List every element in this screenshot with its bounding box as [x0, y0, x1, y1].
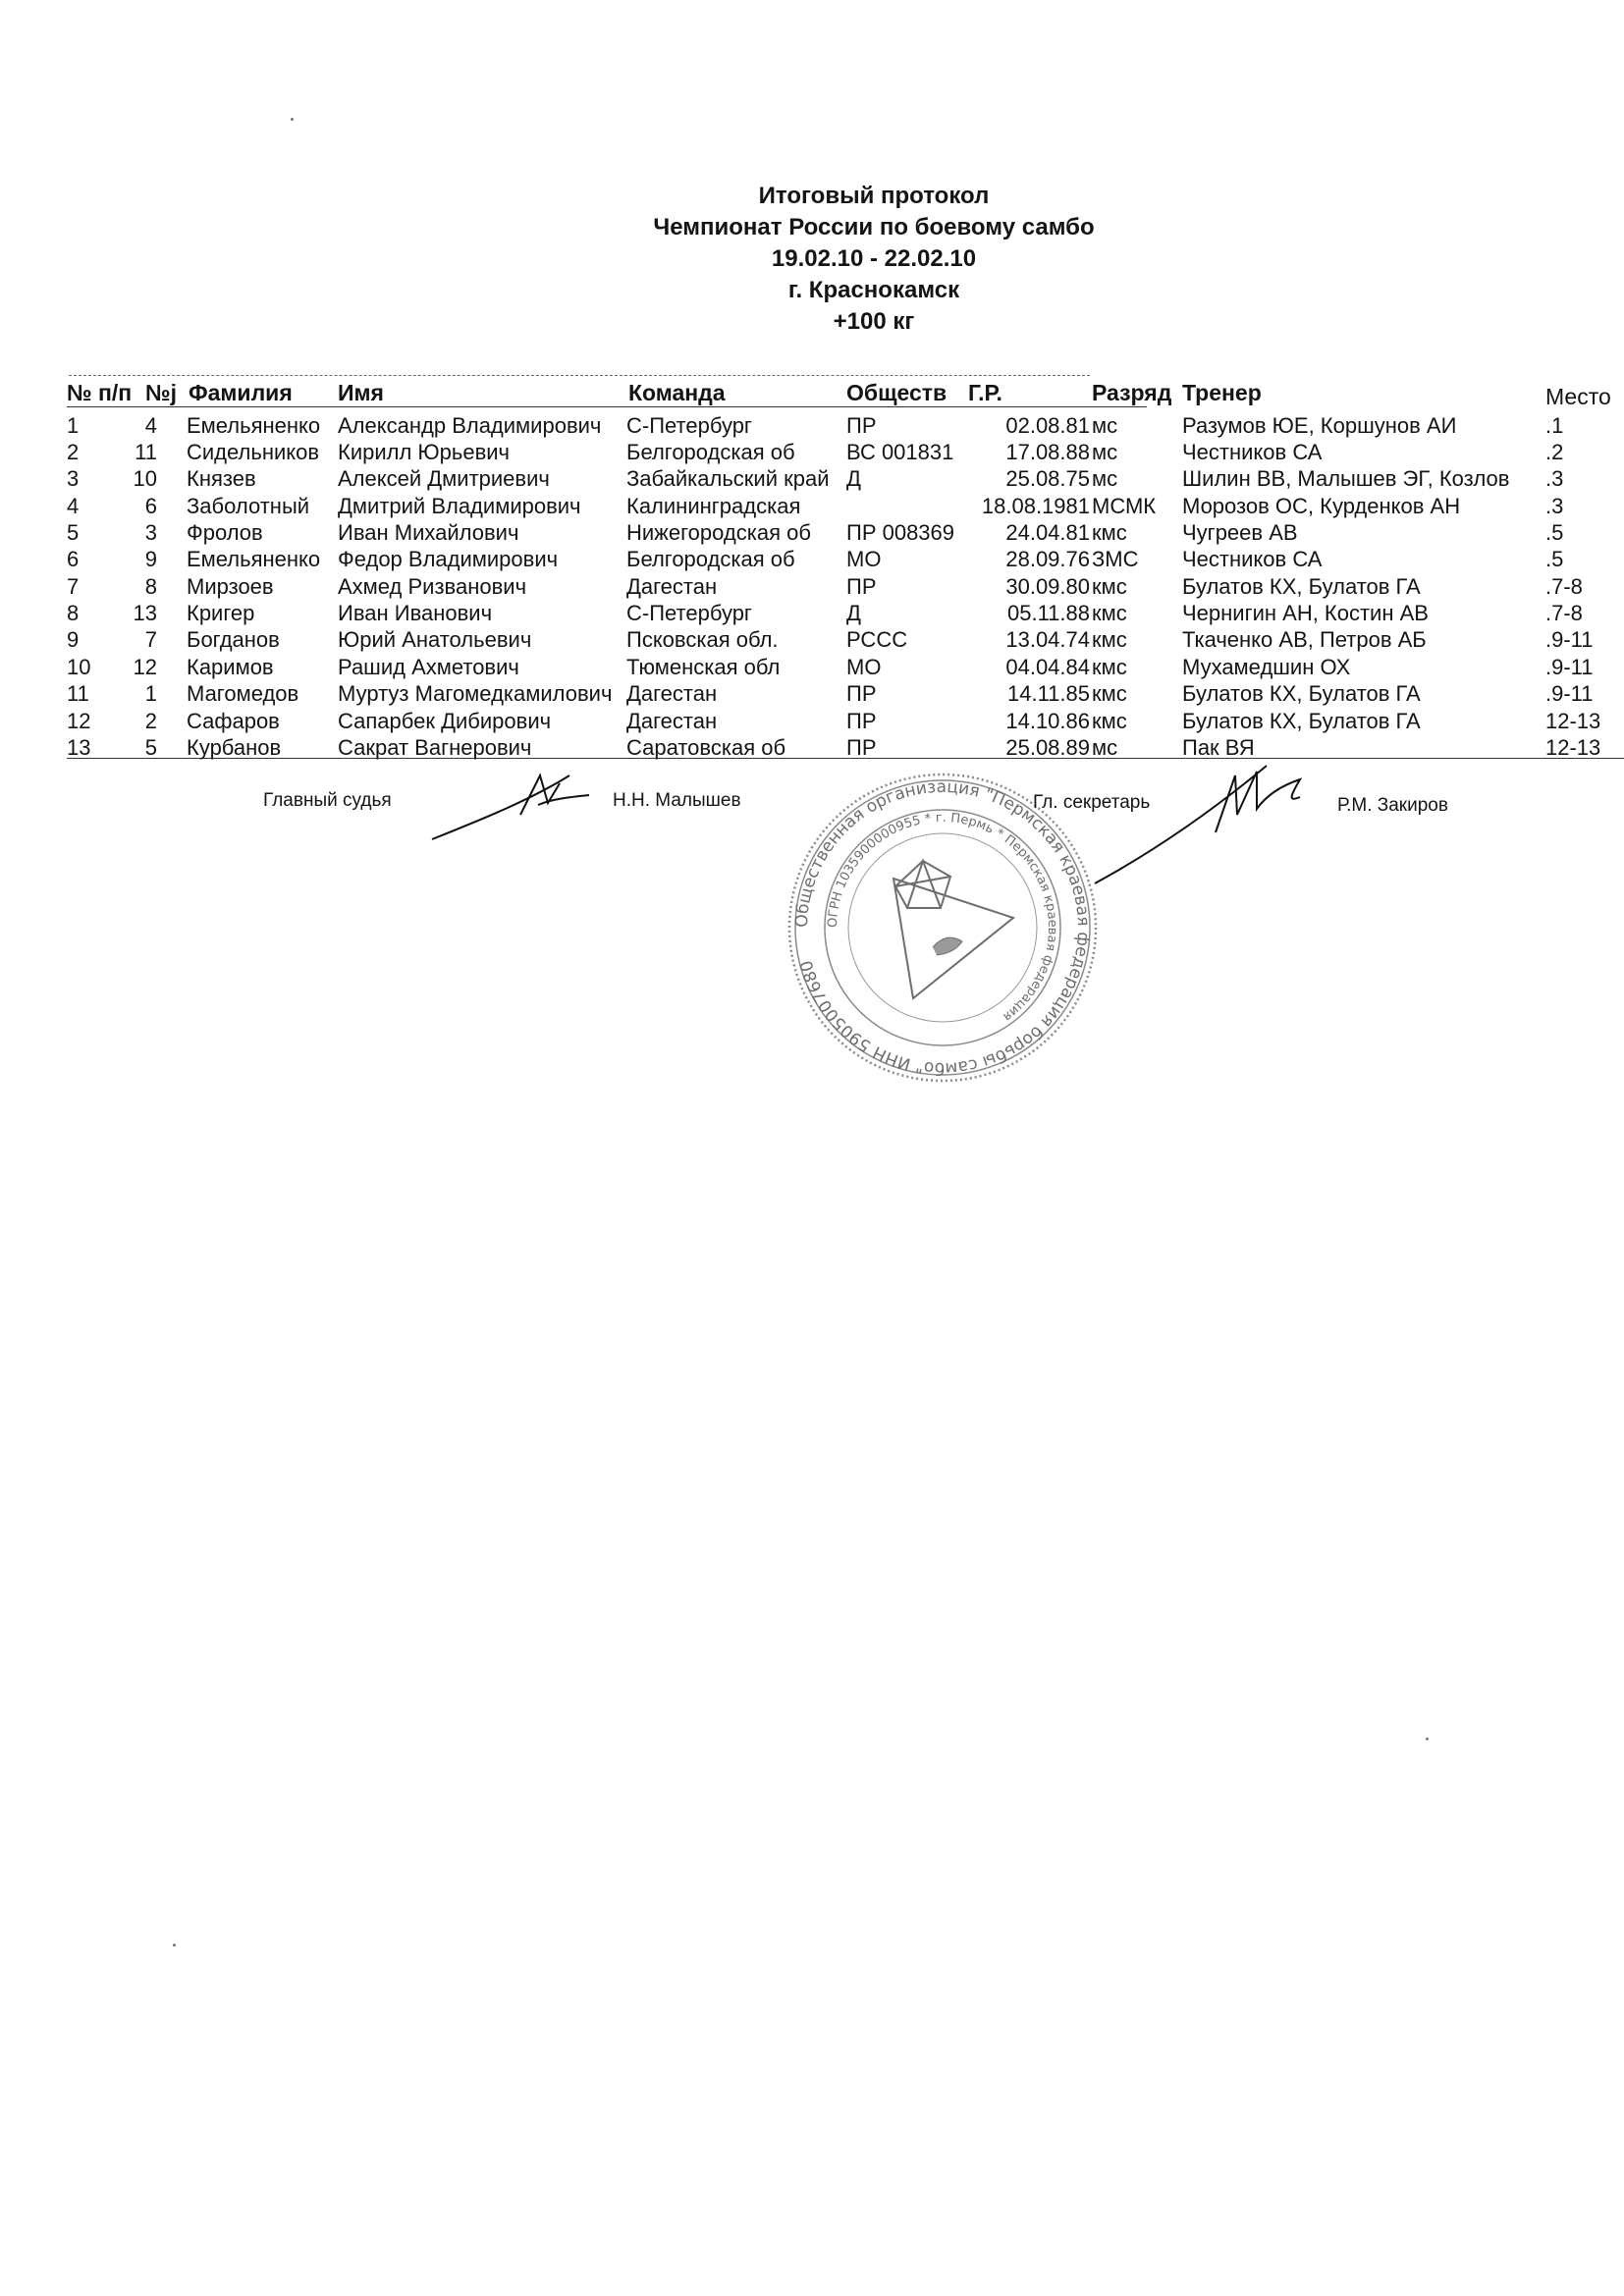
cell-jereb: 13: [133, 601, 157, 625]
cell-rank: ЗМС: [1092, 547, 1139, 571]
weight-category: +100 кг: [833, 308, 915, 335]
cell-coach: Мухамедшин ОХ: [1182, 655, 1351, 679]
cell-place: 12-13: [1545, 709, 1601, 733]
cell-coach: Честников СА: [1182, 547, 1323, 571]
cell-rank: кмс: [1092, 655, 1127, 679]
stamp-emblem-icon: [893, 861, 1013, 998]
col-surname-header: Фамилия: [189, 380, 293, 405]
cell-num: 3: [67, 466, 80, 491]
cell-num: 12: [67, 709, 91, 733]
cell-rank: МСМК: [1092, 494, 1157, 518]
scan-speck: [291, 118, 294, 121]
cell-team: С-Петербург: [626, 413, 752, 438]
table-row: [0, 654, 1624, 680]
cell-birth: 04.04.84: [1005, 655, 1090, 679]
cell-jereb: 1: [144, 681, 157, 706]
cell-coach: Чернигин АН, Костин АВ: [1182, 601, 1429, 625]
cell-coach: Булатов КХ, Булатов ГА: [1182, 574, 1421, 599]
cell-birth: 13.04.74: [1005, 627, 1090, 652]
cell-place: .7-8: [1545, 574, 1583, 599]
cell-team: Саратовская об: [626, 735, 786, 760]
cell-society: ПР: [846, 413, 877, 438]
col-society-header: Обществ: [846, 380, 947, 405]
table-row: [0, 626, 1624, 653]
cell-surname: Каримов: [187, 655, 274, 679]
cell-name: Сапарбек Дибирович: [338, 709, 552, 733]
cell-birth: 24.04.81: [1005, 520, 1090, 545]
cell-num: 6: [67, 547, 80, 571]
cell-rank: кмс: [1092, 520, 1127, 545]
cell-name: Иван Михайлович: [338, 520, 519, 545]
cell-jereb: 9: [144, 547, 157, 571]
cell-society: Д: [846, 601, 861, 625]
cell-jereb: 5: [144, 735, 157, 760]
table-row: [0, 708, 1624, 734]
cell-surname: Сафаров: [187, 709, 280, 733]
chief-judge-label: Главный судья: [263, 790, 392, 811]
table-row: [0, 546, 1624, 572]
cell-name: Иван Иванович: [338, 601, 493, 625]
cell-birth: 30.09.80: [1005, 574, 1090, 599]
cell-coach: Ткаченко АВ, Петров АБ: [1182, 627, 1427, 652]
table-row: [0, 493, 1624, 519]
cell-jereb: 3: [144, 520, 157, 545]
document-header: [0, 181, 1624, 338]
cell-surname: Фролов: [187, 520, 263, 545]
cell-society: ПР: [846, 574, 877, 599]
cell-team: Белгородская об: [626, 547, 795, 571]
document-title: Итоговый протокол: [758, 183, 990, 209]
cell-name: Сакрат Вагнерович: [338, 735, 532, 760]
cell-num: 10: [67, 655, 91, 679]
cell-society: ВС 001831: [846, 440, 954, 464]
table-row: [0, 734, 1624, 761]
table-row: [0, 439, 1624, 465]
cell-rank: мс: [1092, 440, 1118, 464]
cell-birth: 28.09.76: [1005, 547, 1090, 571]
cell-place: .1: [1545, 413, 1564, 438]
cell-name: Муртуз Магомедкамилович: [338, 681, 613, 706]
cell-society: ПР: [846, 735, 877, 760]
cell-rank: кмс: [1092, 681, 1127, 706]
secretary-signature: [1090, 746, 1345, 893]
organization-stamp: [785, 771, 1100, 1085]
cell-birth: 14.10.86: [1005, 709, 1090, 733]
cell-society: ПР: [846, 681, 877, 706]
cell-num: 9: [67, 627, 80, 652]
cell-surname: Магомедов: [187, 681, 299, 706]
cell-name: Ахмед Ризванович: [338, 574, 527, 599]
col-birth-header: Г.Р.: [968, 380, 1002, 405]
cell-rank: мс: [1092, 735, 1118, 760]
cell-num: 8: [67, 601, 80, 625]
cell-society: МО: [846, 655, 882, 679]
event-dates: 19.02.10 - 22.02.10: [771, 245, 977, 272]
cell-name: Алексей Дмитриевич: [338, 466, 550, 491]
cell-team: Нижегородская об: [626, 520, 811, 545]
cell-society: МО: [846, 547, 882, 571]
cell-surname: Князев: [187, 466, 256, 491]
cell-surname: Заболотный: [187, 494, 310, 518]
event-name: Чемпионат России по боевому самбо: [653, 214, 1095, 240]
cell-num: 4: [67, 494, 80, 518]
cell-coach: Шилин ВВ, Малышев ЭГ, Козлов: [1182, 466, 1510, 491]
cell-place: .3: [1545, 466, 1564, 491]
cell-rank: кмс: [1092, 601, 1127, 625]
cell-team: Тюменская обл: [626, 655, 781, 679]
cell-num: 13: [67, 735, 91, 760]
cell-coach: Булатов КХ, Булатов ГА: [1182, 681, 1421, 706]
cell-name: Федор Владимирович: [338, 547, 559, 571]
col-jereb-header: №j: [145, 380, 178, 405]
cell-place: .2: [1545, 440, 1564, 464]
cell-surname: Богданов: [187, 627, 280, 652]
cell-team: Забайкальский край: [626, 466, 830, 491]
chief-judge-signature: [422, 756, 619, 854]
cell-jereb: 6: [144, 494, 157, 518]
cell-surname: Емельяненко: [187, 413, 321, 438]
cell-team: С-Петербург: [626, 601, 752, 625]
cell-coach: Морозов ОС, Курденков АН: [1182, 494, 1461, 518]
secretary-label: Гл. секретарь: [1033, 792, 1151, 813]
cell-place: 12-13: [1545, 735, 1601, 760]
cell-place: .9-11: [1545, 681, 1594, 706]
cell-birth: 02.08.81: [1005, 413, 1090, 438]
cell-coach: Булатов КХ, Булатов ГА: [1182, 709, 1421, 733]
cell-jereb: 7: [144, 627, 157, 652]
cell-team: Дагестан: [626, 681, 718, 706]
top-divider: [69, 375, 1090, 376]
cell-society: РССС: [846, 627, 908, 652]
cell-num: 11: [67, 681, 89, 706]
table-row: [0, 680, 1624, 707]
cell-name: Рашид Ахметович: [338, 655, 519, 679]
table-row: [0, 600, 1624, 626]
cell-birth: 25.08.75: [1005, 466, 1090, 491]
cell-coach: Разумов ЮЕ, Коршунов АИ: [1182, 413, 1457, 438]
cell-surname: Сидельников: [187, 440, 320, 464]
cell-place: .7-8: [1545, 601, 1583, 625]
cell-name: Дмитрий Владимирович: [338, 494, 581, 518]
cell-place: .5: [1545, 547, 1564, 571]
cell-birth: 17.08.88: [1005, 440, 1090, 464]
table-row: [0, 412, 1624, 439]
cell-team: Дагестан: [626, 574, 718, 599]
cell-place: .9-11: [1545, 655, 1594, 679]
cell-name: Кирилл Юрьевич: [338, 440, 511, 464]
cell-rank: кмс: [1092, 574, 1127, 599]
cell-jereb: 12: [133, 655, 157, 679]
event-city: г. Краснокамск: [787, 277, 960, 303]
cell-society: ПР 008369: [846, 520, 955, 545]
col-place-header: Место: [1545, 384, 1611, 409]
cell-society: ПР: [846, 709, 877, 733]
cell-jereb: 2: [144, 709, 157, 733]
cell-coach: Чугреев АВ: [1182, 520, 1298, 545]
cell-birth: 14.11.85: [1006, 681, 1090, 706]
cell-place: .5: [1545, 520, 1564, 545]
cell-rank: кмс: [1092, 709, 1127, 733]
col-team-header: Команда: [628, 380, 726, 405]
cell-team: Белгородская об: [626, 440, 795, 464]
cell-team: Калининградская: [626, 494, 801, 518]
cell-society: Д: [846, 466, 861, 491]
col-rank-header: Разряд: [1092, 380, 1172, 405]
col-num-header: № п/п: [67, 380, 133, 405]
header-divider: [67, 406, 1147, 407]
cell-num: 5: [67, 520, 80, 545]
cell-surname: Емельяненко: [187, 547, 321, 571]
results-table: [0, 373, 1624, 766]
cell-rank: мс: [1092, 466, 1118, 491]
cell-birth: 25.08.89: [1005, 735, 1090, 760]
cell-coach: Честников СА: [1182, 440, 1323, 464]
col-coach-header: Тренер: [1182, 380, 1262, 405]
cell-name: Юрий Анатольевич: [338, 627, 532, 652]
cell-jereb: 10: [133, 466, 157, 491]
cell-num: 1: [67, 413, 80, 438]
cell-num: 2: [67, 440, 80, 464]
cell-birth: 05.11.88: [1006, 601, 1090, 625]
cell-num: 7: [67, 574, 80, 599]
cell-place: .3: [1545, 494, 1564, 518]
secretary-name: Р.М. Закиров: [1337, 795, 1448, 816]
stamp-inner-text: ОГРН 1035900000955 * г. Пермь * Пермская краевая федерация: [825, 810, 1060, 1025]
scan-speck: [1426, 1737, 1429, 1740]
cell-jereb: 8: [144, 574, 157, 599]
cell-surname: Мирзоев: [187, 574, 274, 599]
cell-surname: Курбанов: [187, 735, 282, 760]
cell-name: Александр Владимирович: [338, 413, 602, 438]
cell-rank: мс: [1092, 413, 1118, 438]
table-row: [0, 519, 1624, 546]
stamp-outer-text: Общественная организация "Пермская краевая федерация борьбы самбо" ИНН 5905007680: [791, 776, 1094, 1079]
cell-jereb: 4: [144, 413, 157, 438]
scan-speck: [173, 1944, 176, 1947]
cell-team: Дагестан: [626, 709, 718, 733]
table-row: [0, 465, 1624, 492]
cell-rank: кмс: [1092, 627, 1127, 652]
cell-surname: Кригер: [187, 601, 255, 625]
chief-judge-name: Н.Н. Малышев: [613, 790, 741, 811]
col-name-header: Имя: [338, 380, 384, 405]
cell-place: .9-11: [1545, 627, 1594, 652]
cell-jereb: 11: [135, 440, 157, 464]
cell-team: Псковская обл.: [626, 627, 779, 652]
cell-coach: Пак ВЯ: [1182, 735, 1255, 760]
table-row: [0, 573, 1624, 600]
cell-birth: 18.08.1981: [981, 494, 1090, 518]
